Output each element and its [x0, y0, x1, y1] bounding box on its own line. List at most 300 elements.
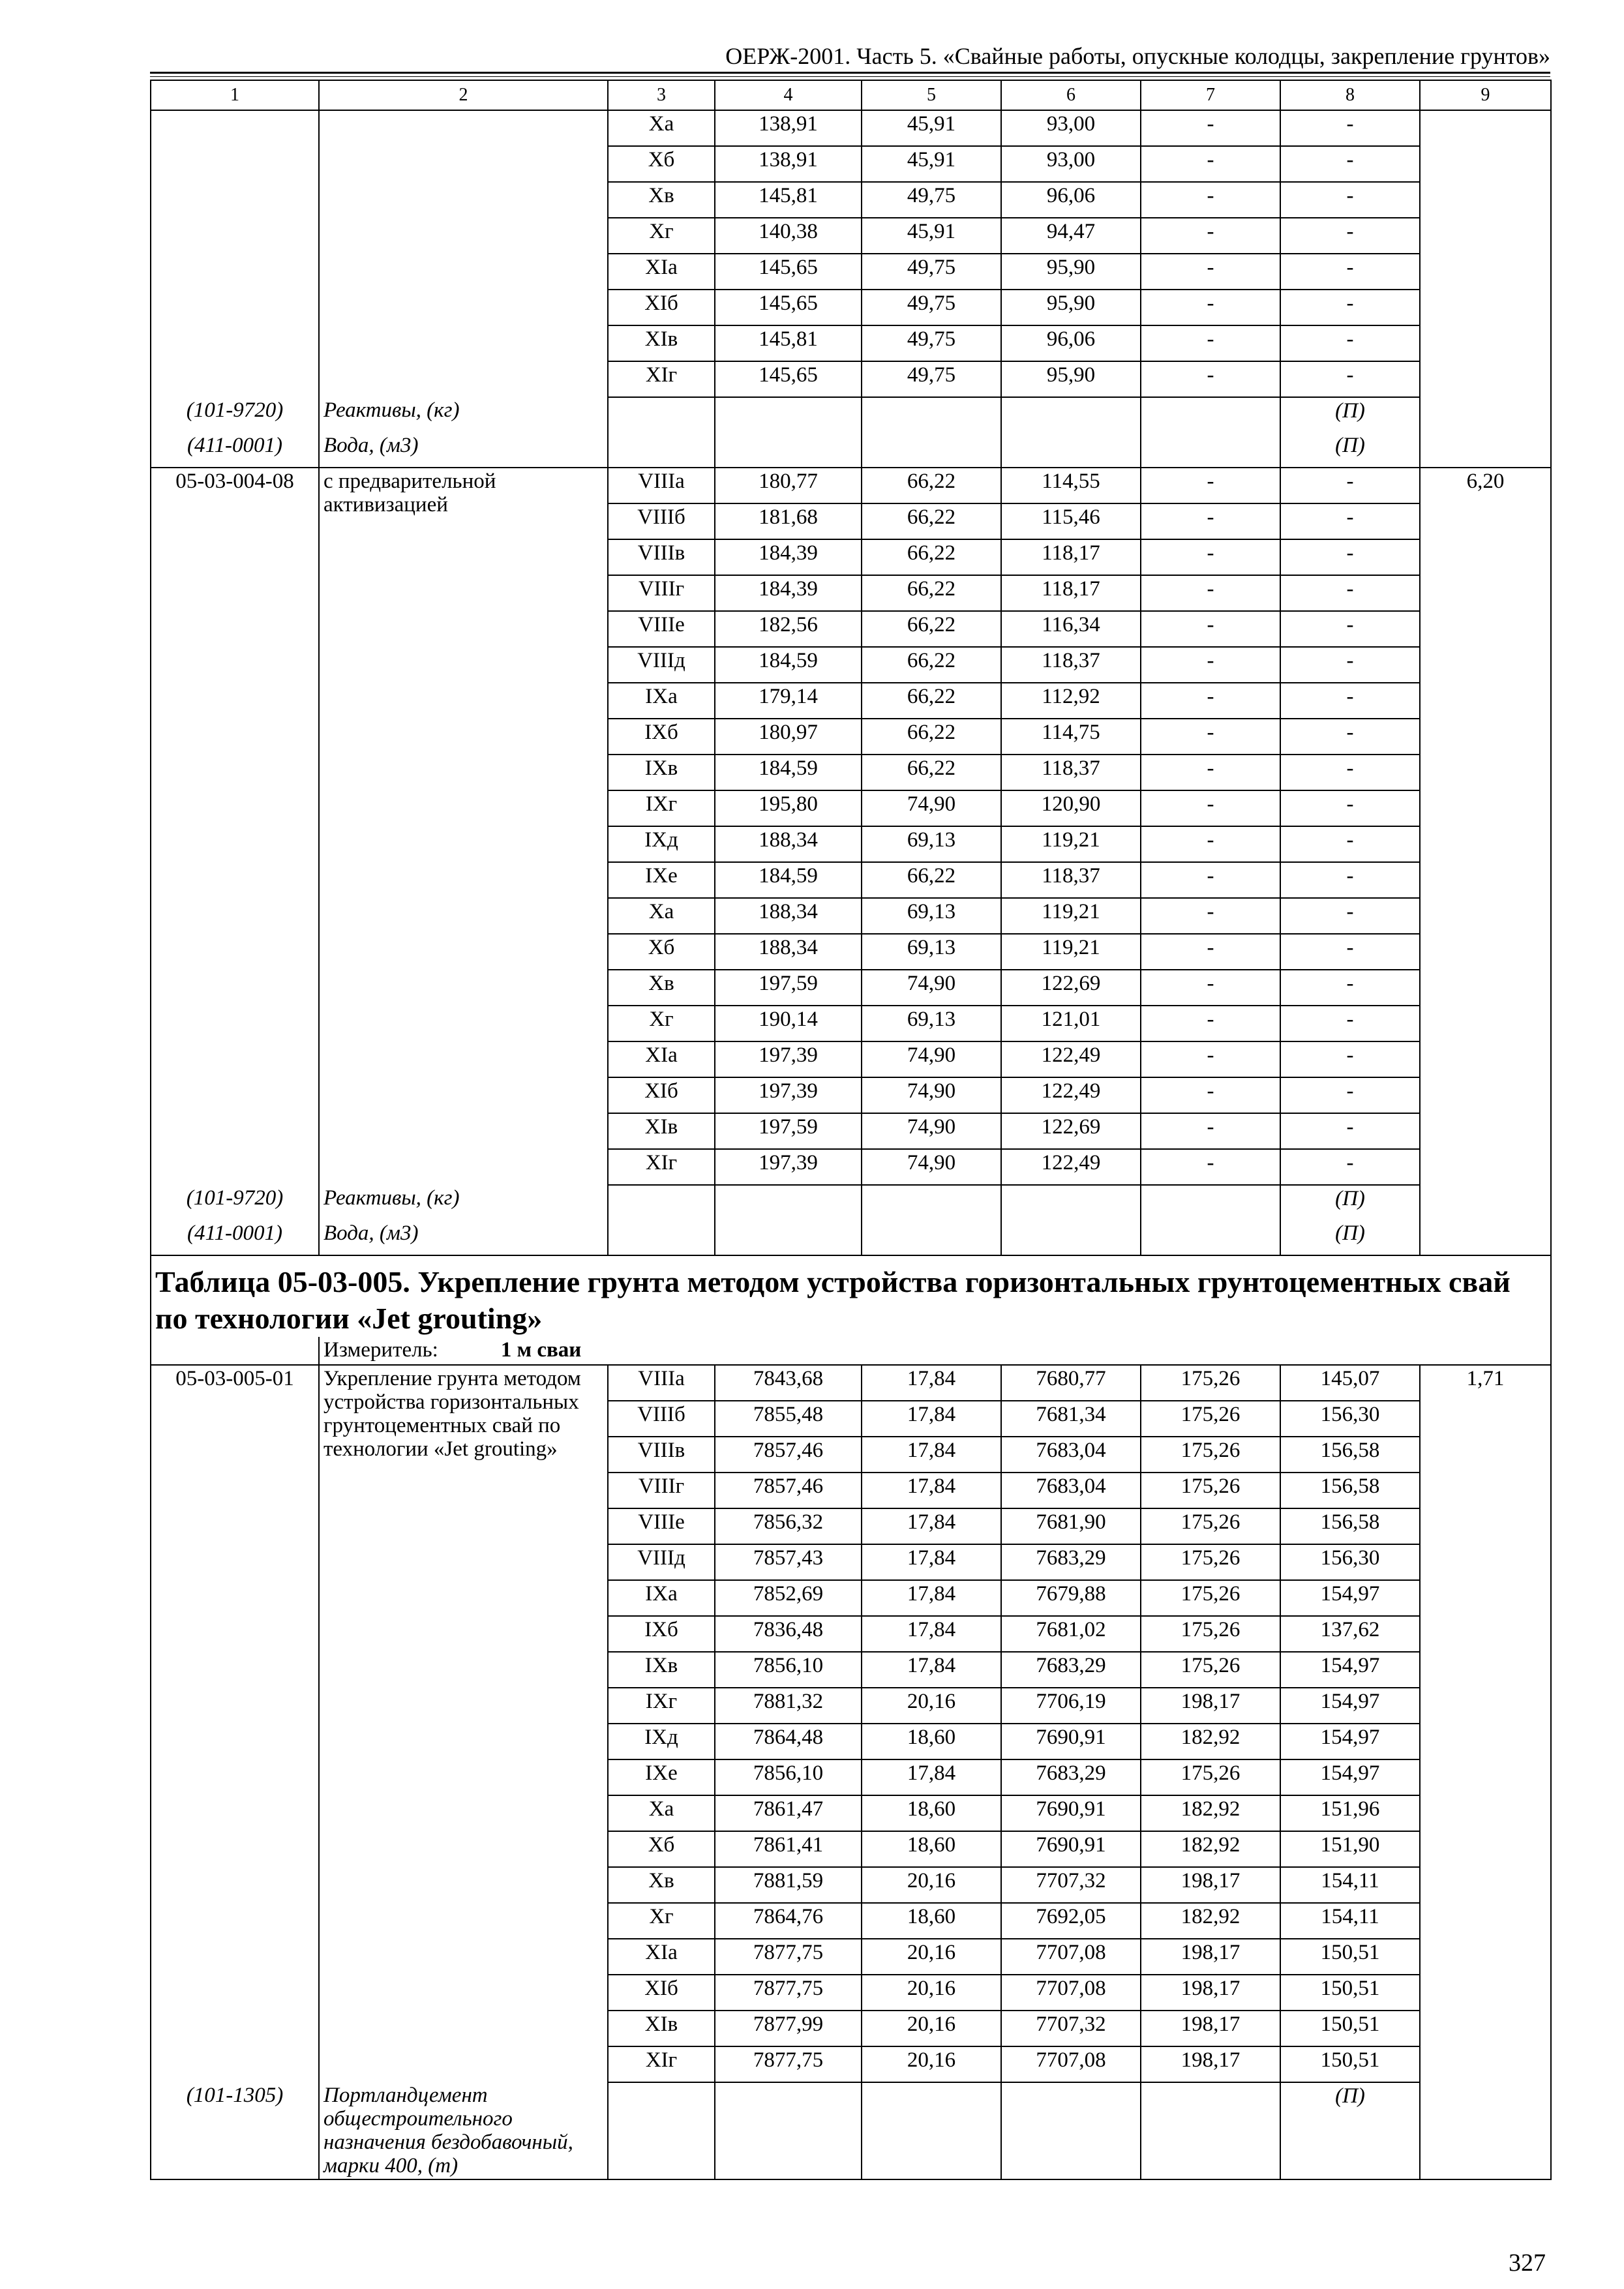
value-cell: -: [1141, 503, 1280, 539]
value-cell: 17,84: [862, 1652, 1001, 1688]
column-number: 6: [1001, 80, 1141, 110]
value-cell: -: [1141, 826, 1280, 862]
value-cell: 95,90: [1001, 290, 1141, 325]
value-cell: -: [1141, 755, 1280, 790]
value-cell: -: [1280, 361, 1420, 397]
resource-row: [151, 2082, 1551, 2179]
zone-cell: VIIIб: [608, 1401, 715, 1437]
value-cell: -: [1280, 1077, 1420, 1113]
name-line: с предварительной: [323, 470, 496, 493]
value-cell: 7857,46: [715, 1473, 862, 1508]
value-cell: 96,06: [1001, 325, 1141, 361]
zone-cell: IXe: [608, 1759, 715, 1795]
resource-mark: (П): [1280, 2082, 1420, 2179]
value-cell: 18,60: [862, 1795, 1001, 1831]
empty-cell: [1420, 2082, 1551, 2179]
value-cell: 184,59: [715, 647, 862, 683]
value-cell: -: [1141, 683, 1280, 719]
value-cell: 151,96: [1280, 1795, 1420, 1831]
value-cell: 175,26: [1141, 1401, 1280, 1437]
value-cell: 156,30: [1280, 1544, 1420, 1580]
resource-mark: (П): [1280, 432, 1420, 468]
value-cell: 93,00: [1001, 110, 1141, 146]
empty-cell: [1420, 397, 1551, 432]
value-cell: 7877,99: [715, 2011, 862, 2046]
empty-cell: [608, 1185, 715, 1220]
empty-cell: [862, 432, 1001, 468]
value-cell: 182,56: [715, 611, 862, 647]
value-cell: -: [1280, 1041, 1420, 1077]
zone-cell: XIг: [608, 361, 715, 397]
value-cell: 7864,48: [715, 1724, 862, 1759]
measure-unit: 1 м сваи: [500, 1338, 582, 1362]
value-cell: 188,34: [715, 898, 862, 934]
value-cell: 197,39: [715, 1041, 862, 1077]
column-number-row: [151, 80, 1551, 110]
value-cell: 7855,48: [715, 1401, 862, 1437]
value-cell: 7856,10: [715, 1759, 862, 1795]
value-cell: 7864,76: [715, 1903, 862, 1939]
value-cell: -: [1280, 755, 1420, 790]
value-cell: 7881,59: [715, 1867, 862, 1903]
zone-cell: VIIIe: [608, 1508, 715, 1544]
zone-cell: VIIIб: [608, 503, 715, 539]
value-cell: -: [1141, 468, 1280, 503]
table-row: [151, 468, 1551, 503]
value-cell: -: [1280, 719, 1420, 755]
resource-row: [151, 397, 1551, 432]
value-cell: 145,81: [715, 325, 862, 361]
value-cell: 122,49: [1001, 1149, 1141, 1185]
zone-cell: Xa: [608, 1795, 715, 1831]
zone-cell: Xa: [608, 898, 715, 934]
code-cell: [151, 110, 319, 397]
value-cell: 74,90: [862, 1041, 1001, 1077]
zone-cell: IXa: [608, 683, 715, 719]
zone-cell: VIIIa: [608, 1365, 715, 1401]
value-cell: -: [1141, 1149, 1280, 1185]
empty-cell: [1141, 2082, 1280, 2179]
value-cell: 118,37: [1001, 647, 1141, 683]
empty-cell: [862, 1185, 1001, 1220]
measure-row: [151, 1337, 1551, 1365]
value-cell: 175,26: [1141, 1759, 1280, 1795]
code-cell: 05-03-005-01: [151, 1365, 319, 2082]
value-cell: 175,26: [1141, 1437, 1280, 1473]
value-cell: 182,92: [1141, 1831, 1280, 1867]
value-cell: 154,97: [1280, 1652, 1420, 1688]
value-cell: 7861,47: [715, 1795, 862, 1831]
zone-cell: IXб: [608, 1616, 715, 1652]
zone-cell: XIв: [608, 2011, 715, 2046]
value-cell: 17,84: [862, 1437, 1001, 1473]
column-number: 9: [1420, 80, 1551, 110]
value-cell: 175,26: [1141, 1365, 1280, 1401]
value-cell: 20,16: [862, 1939, 1001, 1975]
value-cell: -: [1141, 290, 1280, 325]
column-number: 5: [862, 80, 1001, 110]
zone-cell: IXб: [608, 719, 715, 755]
value-cell: -: [1280, 290, 1420, 325]
value-cell: 74,90: [862, 1113, 1001, 1149]
resource-row: [151, 432, 1551, 468]
value-cell: 18,60: [862, 1903, 1001, 1939]
value-cell: 145,65: [715, 254, 862, 290]
resource-code: (101-9720): [151, 397, 319, 432]
table-title-cell: [151, 1255, 1551, 1337]
resource-mark: (П): [1280, 1185, 1420, 1220]
zone-cell: XIб: [608, 1975, 715, 2011]
value-cell: -: [1280, 898, 1420, 934]
value-cell: 66,22: [862, 862, 1001, 898]
value-cell: 45,91: [862, 146, 1001, 182]
value-cell: 49,75: [862, 290, 1001, 325]
value-cell: -: [1280, 683, 1420, 719]
value-cell: 182,92: [1141, 1795, 1280, 1831]
value-cell: -: [1141, 254, 1280, 290]
value-cell: 198,17: [1141, 1975, 1280, 2011]
value-cell: -: [1280, 503, 1420, 539]
value-cell: 95,90: [1001, 254, 1141, 290]
value-cell: 156,30: [1280, 1401, 1420, 1437]
empty-cell: [1141, 397, 1280, 432]
column-number: 8: [1280, 80, 1420, 110]
value-cell: -: [1141, 934, 1280, 970]
value-cell: -: [1280, 862, 1420, 898]
value-cell: 74,90: [862, 1149, 1001, 1185]
value-cell: -: [1280, 110, 1420, 146]
column-number: 1: [151, 80, 319, 110]
value-cell: 7836,48: [715, 1616, 862, 1652]
value-cell: -: [1280, 970, 1420, 1006]
resource-code: (101-9720): [151, 1185, 319, 1220]
column-number: 2: [319, 80, 608, 110]
value-cell: 7707,08: [1001, 2046, 1141, 2082]
value-cell: 20,16: [862, 1688, 1001, 1724]
zone-cell: IXг: [608, 1688, 715, 1724]
value-cell: 122,49: [1001, 1077, 1141, 1113]
value-cell: -: [1141, 146, 1280, 182]
value-cell: 154,97: [1280, 1688, 1420, 1724]
value-cell: 7681,02: [1001, 1616, 1141, 1652]
table-row: [151, 110, 1551, 146]
value-cell: 122,69: [1001, 1113, 1141, 1149]
value-cell: 154,11: [1280, 1903, 1420, 1939]
value-cell: 74,90: [862, 970, 1001, 1006]
value-cell: 118,17: [1001, 539, 1141, 575]
empty-cell: [608, 2082, 715, 2179]
value-cell: 7881,32: [715, 1688, 862, 1724]
empty-cell: [1420, 1220, 1551, 1255]
value-cell: 7690,91: [1001, 1724, 1141, 1759]
value-cell: 114,55: [1001, 468, 1141, 503]
value-cell: 154,97: [1280, 1724, 1420, 1759]
value-cell: 7681,34: [1001, 1401, 1141, 1437]
value-cell: 93,00: [1001, 146, 1141, 182]
value-cell: -: [1280, 254, 1420, 290]
value-cell: 49,75: [862, 361, 1001, 397]
value-cell: 197,39: [715, 1077, 862, 1113]
resource-name: Вода, (м3): [319, 432, 608, 468]
empty-cell: [608, 397, 715, 432]
zone-cell: Xг: [608, 218, 715, 254]
value-cell: 7683,29: [1001, 1759, 1141, 1795]
zone-cell: VIIIв: [608, 1437, 715, 1473]
value-cell: 49,75: [862, 254, 1001, 290]
value-cell: -: [1280, 325, 1420, 361]
value-cell: 17,84: [862, 1580, 1001, 1616]
value-cell: 181,68: [715, 503, 862, 539]
value-cell: 184,59: [715, 755, 862, 790]
zone-cell: XIб: [608, 1077, 715, 1113]
value-cell: -: [1141, 218, 1280, 254]
table-title: Таблица 05-03-005. Укрепление грунта методом устройства горизонтальных грунтоцементных свай по технологии «Jet grouting»: [155, 1265, 1511, 1335]
value-cell: 7706,19: [1001, 1688, 1141, 1724]
resource-mark: (П): [1280, 1220, 1420, 1255]
table-title-row: [151, 1255, 1551, 1337]
value-cell: -: [1141, 110, 1280, 146]
name-line: активизацией: [323, 493, 448, 516]
value-cell: -: [1141, 719, 1280, 755]
value-cell: 154,97: [1280, 1759, 1420, 1795]
value-cell: 184,39: [715, 575, 862, 611]
header-rule-thin: [150, 76, 1550, 77]
empty-cell: [1141, 432, 1280, 468]
zone-cell: Xб: [608, 1831, 715, 1867]
name-cell: [319, 468, 608, 1185]
empty-cell: [862, 2082, 1001, 2179]
zone-cell: VIIIг: [608, 1473, 715, 1508]
value-cell: 69,13: [862, 826, 1001, 862]
value-cell: 154,11: [1280, 1867, 1420, 1903]
value-cell: 121,01: [1001, 1006, 1141, 1041]
value-cell: 66,22: [862, 575, 1001, 611]
zone-cell: XIг: [608, 2046, 715, 2082]
value-cell: -: [1280, 1006, 1420, 1041]
zone-cell: XIб: [608, 290, 715, 325]
value-cell: 17,84: [862, 1616, 1001, 1652]
value-cell: 140,38: [715, 218, 862, 254]
value-cell: 150,51: [1280, 2011, 1420, 2046]
value-cell: -: [1280, 647, 1420, 683]
empty-cell: [715, 1220, 862, 1255]
value-cell: 145,65: [715, 290, 862, 325]
value-cell: 7843,68: [715, 1365, 862, 1401]
value-cell: 7856,10: [715, 1652, 862, 1688]
value-cell: 182,92: [1141, 1724, 1280, 1759]
value-cell: 114,75: [1001, 719, 1141, 755]
name-cell: Укрепление грунта методом устройства горизонтальных грунтоцементных свай по технологии «Jet grouting»: [319, 1365, 608, 2082]
value-cell: 180,97: [715, 719, 862, 755]
value-cell: 119,21: [1001, 826, 1141, 862]
value-cell: -: [1141, 862, 1280, 898]
value-cell: 118,37: [1001, 862, 1141, 898]
value-cell: -: [1141, 970, 1280, 1006]
resource-code: (411-0001): [151, 432, 319, 468]
resource-code: (411-0001): [151, 1220, 319, 1255]
value-cell: -: [1141, 575, 1280, 611]
col9-cell: 1,71: [1420, 1365, 1551, 2082]
value-cell: -: [1280, 539, 1420, 575]
value-cell: 17,84: [862, 1759, 1001, 1795]
value-cell: -: [1280, 1113, 1420, 1149]
value-cell: -: [1280, 575, 1420, 611]
measure-cell: [319, 1337, 1551, 1365]
value-cell: 184,59: [715, 862, 862, 898]
zone-cell: VIIIв: [608, 539, 715, 575]
value-cell: 122,49: [1001, 1041, 1141, 1077]
zone-cell: VIIIe: [608, 611, 715, 647]
value-cell: 7856,32: [715, 1508, 862, 1544]
value-cell: 66,22: [862, 503, 1001, 539]
value-cell: 150,51: [1280, 2046, 1420, 2082]
page-number: 327: [1509, 2249, 1546, 2277]
value-cell: 94,47: [1001, 218, 1141, 254]
value-cell: -: [1141, 1113, 1280, 1149]
resource-row: [151, 1220, 1551, 1255]
value-cell: -: [1141, 361, 1280, 397]
value-cell: 198,17: [1141, 1867, 1280, 1903]
value-cell: 66,22: [862, 539, 1001, 575]
rates-table: [150, 80, 1552, 2180]
value-cell: 7683,29: [1001, 1652, 1141, 1688]
value-cell: 188,34: [715, 826, 862, 862]
zone-cell: IXд: [608, 1724, 715, 1759]
value-cell: 7683,29: [1001, 1544, 1141, 1580]
value-cell: 7857,46: [715, 1437, 862, 1473]
zone-cell: Xв: [608, 970, 715, 1006]
value-cell: 69,13: [862, 934, 1001, 970]
value-cell: 138,91: [715, 110, 862, 146]
value-cell: 115,46: [1001, 503, 1141, 539]
value-cell: 7690,91: [1001, 1831, 1141, 1867]
value-cell: 66,22: [862, 611, 1001, 647]
value-cell: 150,51: [1280, 1975, 1420, 2011]
empty-cell: [715, 432, 862, 468]
value-cell: 49,75: [862, 325, 1001, 361]
empty-cell: [862, 397, 1001, 432]
value-cell: 66,22: [862, 683, 1001, 719]
resource-mark: (П): [1280, 397, 1420, 432]
value-cell: 7857,43: [715, 1544, 862, 1580]
value-cell: 195,80: [715, 790, 862, 826]
value-cell: 122,69: [1001, 970, 1141, 1006]
page-header: ОЕРЖ-2001. Часть 5. «Свайные работы, опускные колодцы, закрепление грунтов»: [725, 43, 1550, 69]
value-cell: -: [1141, 182, 1280, 218]
value-cell: 197,59: [715, 1113, 862, 1149]
value-cell: -: [1280, 826, 1420, 862]
value-cell: 137,62: [1280, 1616, 1420, 1652]
zone-cell: XIa: [608, 1041, 715, 1077]
empty-cell: [1420, 432, 1551, 468]
value-cell: 188,34: [715, 934, 862, 970]
value-cell: 66,22: [862, 468, 1001, 503]
value-cell: 156,58: [1280, 1508, 1420, 1544]
value-cell: -: [1141, 790, 1280, 826]
empty-cell: [1001, 1185, 1141, 1220]
empty-cell: [1141, 1185, 1280, 1220]
value-cell: 175,26: [1141, 1580, 1280, 1616]
value-cell: 7707,08: [1001, 1975, 1141, 2011]
value-cell: 175,26: [1141, 1616, 1280, 1652]
value-cell: 45,91: [862, 218, 1001, 254]
value-cell: 7861,41: [715, 1831, 862, 1867]
value-cell: 145,65: [715, 361, 862, 397]
value-cell: 7877,75: [715, 1939, 862, 1975]
value-cell: 66,22: [862, 647, 1001, 683]
value-cell: -: [1280, 1149, 1420, 1185]
value-cell: 66,22: [862, 755, 1001, 790]
zone-cell: Xa: [608, 110, 715, 146]
value-cell: 17,84: [862, 1473, 1001, 1508]
value-cell: 74,90: [862, 1077, 1001, 1113]
zone-cell: XIг: [608, 1149, 715, 1185]
empty-cell: [1001, 397, 1141, 432]
value-cell: 95,90: [1001, 361, 1141, 397]
zone-cell: IXд: [608, 826, 715, 862]
resource-name: Портландцемент общестроительного назначения бездобавочный, марки 400, (т): [319, 2082, 608, 2179]
value-cell: 69,13: [862, 1006, 1001, 1041]
value-cell: -: [1141, 647, 1280, 683]
value-cell: 120,90: [1001, 790, 1141, 826]
value-cell: 180,77: [715, 468, 862, 503]
value-cell: -: [1141, 611, 1280, 647]
col9-cell: 6,20: [1420, 468, 1551, 1185]
name-cell: [319, 110, 608, 397]
value-cell: 69,13: [862, 898, 1001, 934]
value-cell: 7683,04: [1001, 1473, 1141, 1508]
value-cell: -: [1141, 1041, 1280, 1077]
empty-cell: [1001, 2082, 1141, 2179]
value-cell: 175,26: [1141, 1544, 1280, 1580]
value-cell: 96,06: [1001, 182, 1141, 218]
value-cell: 18,60: [862, 1724, 1001, 1759]
value-cell: 18,60: [862, 1831, 1001, 1867]
value-cell: 145,81: [715, 182, 862, 218]
resource-name: Вода, (м3): [319, 1220, 608, 1255]
value-cell: 7877,75: [715, 2046, 862, 2082]
zone-cell: IXe: [608, 862, 715, 898]
empty-cell: [608, 1220, 715, 1255]
resource-name: Реактивы, (кг): [319, 397, 608, 432]
empty-cell: [715, 1185, 862, 1220]
resource-name: Реактивы, (кг): [319, 1185, 608, 1220]
zone-cell: XIв: [608, 1113, 715, 1149]
zone-cell: IXв: [608, 1652, 715, 1688]
value-cell: 118,37: [1001, 755, 1141, 790]
value-cell: -: [1280, 468, 1420, 503]
empty-cell: [608, 432, 715, 468]
zone-cell: IXa: [608, 1580, 715, 1616]
value-cell: 151,90: [1280, 1831, 1420, 1867]
value-cell: 7692,05: [1001, 1903, 1141, 1939]
zone-cell: IXг: [608, 790, 715, 826]
zone-cell: IXв: [608, 755, 715, 790]
value-cell: -: [1280, 146, 1420, 182]
value-cell: -: [1141, 898, 1280, 934]
value-cell: 197,59: [715, 970, 862, 1006]
zone-cell: VIIIг: [608, 575, 715, 611]
value-cell: 7679,88: [1001, 1580, 1141, 1616]
zone-cell: VIIIд: [608, 647, 715, 683]
value-cell: 7707,32: [1001, 1867, 1141, 1903]
value-cell: 49,75: [862, 182, 1001, 218]
value-cell: -: [1141, 539, 1280, 575]
value-cell: -: [1280, 934, 1420, 970]
value-cell: 7852,69: [715, 1580, 862, 1616]
value-cell: 156,58: [1280, 1473, 1420, 1508]
zone-cell: XIa: [608, 1939, 715, 1975]
